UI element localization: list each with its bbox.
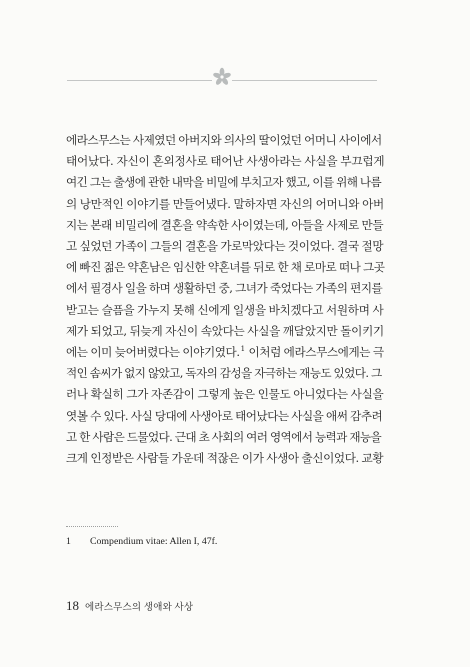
text-line: 고 한 사람은 드물었다. 근대 초 사회의 여러 영역에서 능력과 재능을 [66,429,382,444]
text-line: 에라스무스는 사제였던 아버지와 의사의 딸이었던 어머니 사이에서 [66,133,382,147]
text-line: 받고는 슬픔을 가누지 못해 신에게 일생을 바치겠다고 서원하며 사 [66,302,384,317]
text-line: 에 빠진 젊은 약혼남은 임신한 약혼녀를 뒤로 한 채 로마로 떠나 그곳 [66,260,385,275]
text-line-with-footnote [66,342,384,363]
text-line: 에서 필경사 일을 하며 생활하던 중, 그녀가 죽었다는 가족의 편지를 [66,281,383,296]
text-line: 제가 되었고, 뒤늦게 자신이 속았다는 사실을 깨달았지만 돌이키기 [66,323,384,338]
text-line: 여긴 그는 출생에 관한 내막을 비밀에 부치고자 했고, 이를 위해 나름 [66,175,382,190]
text-line: 엿볼 수 있다. 사실 당대에 사생아로 태어났다는 사실을 애써 감추려 [66,408,383,423]
text-line: 러나 확실히 그가 자존감이 그렇게 높은 인물도 아니었다는 사실을 [66,387,384,402]
text-segment: 에는 이미 늦어버렸다는 이야기였다. [66,345,240,360]
footnote [66,536,386,547]
page-footer [66,597,193,615]
footnote-text: Compendium vitae: Allen I, 47f. [90,536,218,547]
text-line: 크게 인정받은 사람들 가운데 적잖은 이가 사생아 출신이었다. 교황 [66,451,384,466]
text-line: 적인 솜씨가 없지 않았고, 독자의 감성을 자극하는 재능도 있었다. 그 [66,366,382,381]
body-paragraph [66,130,384,469]
text-line: 고 싶었던 가족이 그들의 결혼을 가로막았다는 것이었다. 결국 절망 [66,239,384,254]
text-segment: 이처럼 에라스무스에게는 극 [245,345,384,360]
text-line: 태어났다. 자신이 혼외정사로 태어난 사생아라는 사실을 부끄럽게 [66,154,385,169]
footnote-separator [66,526,118,528]
text-line: 의 낭만적인 이야기를 만들어냈다. 말하자면 자신의 어머니와 아버 [66,196,384,211]
footnote-reference[interactable]: 1 [240,345,245,354]
footnote-number: 1 [66,536,71,547]
running-title: 에라스무스의 생애와 사상 [85,603,194,613]
page-number: 18 [66,598,79,613]
text-line: 지는 본래 비밀리에 결혼을 약속한 사이였는데, 아들을 사제로 만들 [66,217,384,232]
asterisk-flower-icon [212,67,232,87]
